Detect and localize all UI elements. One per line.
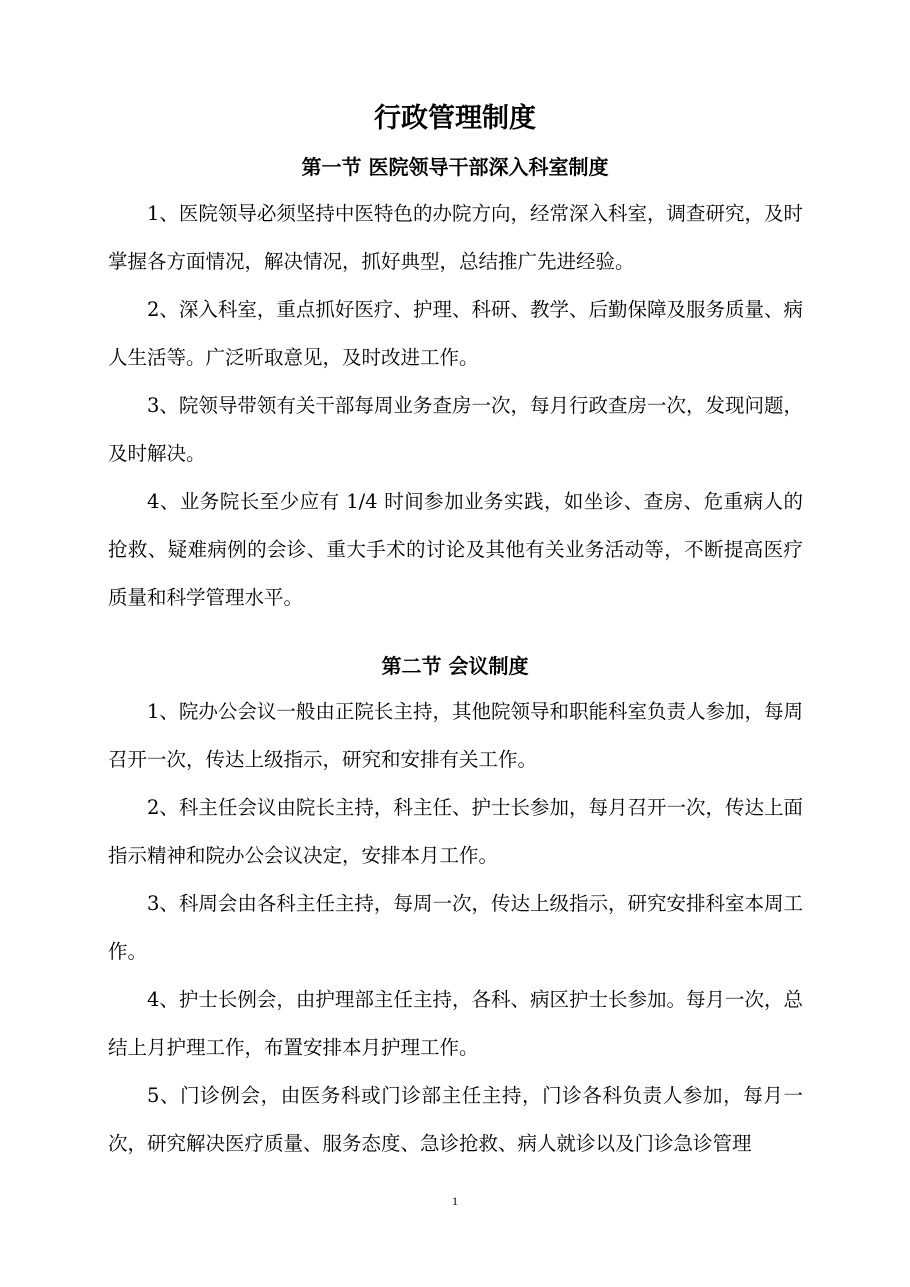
section-2-paragraph-5: 5、门诊例会，由医务科或门诊部主任主持，门诊各科负责人参加，每月一次，研究解决医疗质量、服务态度、急诊抢救、病人就诊以及门诊急诊管理 xyxy=(108,1084,803,1155)
section-2-paragraph-3: 3、科周会由各科主任主持，每周一次，传达上级指示，研究安排科室本周工作。 xyxy=(108,892,803,963)
section-2-paragraph-1: 1、院办公会议一般由正院长主持，其他院领导和职能科室负责人参加，每周召开一次，传达上级指示，研究和安排有关工作。 xyxy=(108,700,803,771)
page-number: 1 xyxy=(452,1194,458,1208)
section-1-paragraph-2: 2、深入科室，重点抓好医疗、护理、科研、教学、后勤保障及服务质量、病人生活等。广泛听取意见，及时改进工作。 xyxy=(108,298,803,369)
section-1-paragraph-3: 3、院领导带领有关干部每周业务查房一次，每月行政查房一次，发现问题，及时解决。 xyxy=(108,394,803,465)
section-2-paragraph-2: 2、科主任会议由院长主持，科主任、护士长参加，每月召开一次，传达上面指示精神和院办公会议决定，安排本月工作。 xyxy=(108,796,803,867)
section-heading-1: 第一节 医院领导干部深入科室制度 xyxy=(301,155,609,179)
section-2-body xyxy=(108,688,803,1168)
section-2-paragraph-4: 4、护士长例会，由护理部主任主持，各科、病区护士长参加。每月一次，总结上月护理工作，布置安排本月护理工作。 xyxy=(108,988,803,1059)
section-1-body xyxy=(108,190,803,622)
document-title: 行政管理制度 xyxy=(374,103,536,134)
section-1-paragraph-1: 1、医院领导必须坚持中医特色的办院方向，经常深入科室，调查研究，及时掌握各方面情况，解决情况，抓好典型，总结推广先进经验。 xyxy=(108,202,803,273)
section-heading-2: 第二节 会议制度 xyxy=(381,654,529,678)
section-1-paragraph-4: 4、业务院长至少应有 1/4 时间参加业务实践，如坐诊、查房、危重病人的抢救、疑难病例的会诊、重大手术的讨论及其他有关业务活动等，不断提高医疗质量和科学管理水平。 xyxy=(108,490,803,609)
